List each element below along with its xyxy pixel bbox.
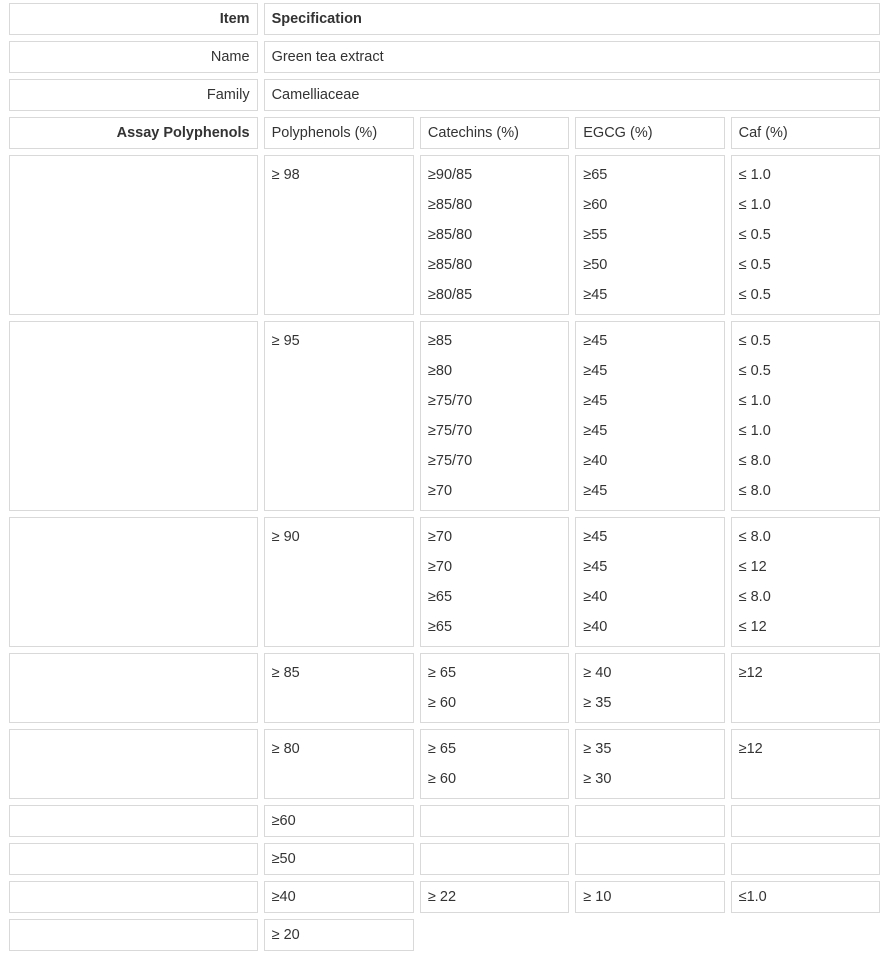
polyphenols-column-header: Polyphenols (%) — [264, 117, 414, 149]
caf-value: ≤ 12 — [738, 559, 767, 575]
caf-value: ≤ 0.5 — [738, 333, 771, 349]
catechins-value: ≥ 60 — [427, 771, 457, 787]
polyphenols-cell — [264, 919, 414, 951]
assay-group-row — [9, 881, 880, 913]
catechins-value: ≥70 — [427, 483, 453, 499]
polyphenols-cell — [264, 155, 414, 315]
specification-table — [3, 0, 886, 957]
caf-value: ≤ 1.0 — [738, 197, 771, 213]
caf-cell — [731, 843, 880, 875]
catechins-value: ≥75/70 — [427, 393, 473, 409]
catechins-value: ≥85 — [427, 333, 453, 349]
polyphenols-value: ≥ 90 — [271, 529, 300, 545]
egcg-cell — [575, 653, 724, 723]
catechins-cell — [420, 321, 569, 511]
egcg-value: ≥60 — [583, 197, 608, 213]
name-row — [9, 41, 880, 73]
caf-cell — [731, 653, 880, 723]
catechins-value: ≥90/85 — [427, 167, 473, 183]
catechins-cell — [420, 729, 569, 799]
egcg-value: ≥ 40 — [583, 665, 612, 681]
catechins-value: ≥65 — [427, 619, 453, 635]
egcg-cell — [575, 805, 724, 837]
caf-column-header: Caf (%) — [731, 117, 880, 149]
egcg-value: ≥ 10 — [583, 889, 612, 905]
assay-group-row — [9, 805, 880, 837]
egcg-cell — [575, 517, 724, 647]
assay-label-cell — [9, 517, 258, 647]
caf-value: ≤ 1.0 — [738, 167, 771, 183]
assay-label-cell — [9, 729, 258, 799]
item-header: Item — [9, 3, 258, 35]
caf-value: ≤ 0.5 — [738, 287, 771, 303]
catechins-cell — [420, 881, 569, 913]
egcg-value: ≥45 — [583, 423, 608, 439]
caf-cell — [731, 881, 880, 913]
egcg-cell — [575, 881, 724, 913]
catechins-value: ≥ 60 — [427, 695, 457, 711]
egcg-cell — [575, 843, 724, 875]
assay-label-cell — [9, 919, 258, 951]
caf-cell — [731, 729, 880, 799]
egcg-cell — [575, 155, 724, 315]
caf-value: ≤ 1.0 — [738, 393, 771, 409]
egcg-cell — [575, 729, 724, 799]
assay-group-row — [9, 155, 880, 315]
caf-value: ≤ 0.5 — [738, 227, 771, 243]
egcg-value: ≥65 — [583, 167, 608, 183]
polyphenols-cell — [264, 843, 414, 875]
caf-value: ≤ 1.0 — [738, 423, 771, 439]
specification-table-body — [9, 3, 880, 951]
polyphenols-cell — [264, 729, 414, 799]
polyphenols-value: ≥ 85 — [271, 665, 300, 681]
polyphenols-value: ≥50 — [271, 851, 296, 867]
egcg-value: ≥45 — [583, 559, 608, 575]
catechins-cell — [420, 155, 569, 315]
assay-label-cell — [9, 321, 258, 511]
assay-group-row — [9, 653, 880, 723]
egcg-value: ≥45 — [583, 483, 608, 499]
catechins-cell — [420, 517, 569, 647]
polyphenols-value: ≥ 80 — [271, 741, 300, 757]
polyphenols-cell — [264, 517, 414, 647]
caf-value: ≤1.0 — [738, 889, 767, 905]
egcg-value: ≥45 — [583, 287, 608, 303]
catechins-value: ≥ 65 — [427, 741, 457, 757]
egcg-value: ≥ 30 — [583, 771, 612, 787]
caf-cell — [731, 805, 880, 837]
egcg-value: ≥45 — [583, 529, 608, 545]
assay-label-cell — [9, 653, 258, 723]
caf-value: ≤ 8.0 — [738, 529, 771, 545]
blank-area — [420, 919, 880, 951]
egcg-value: ≥ 35 — [583, 741, 612, 757]
catechins-value: ≥70 — [427, 559, 453, 575]
assay-header-row — [9, 117, 880, 149]
catechins-value: ≥85/80 — [427, 197, 473, 213]
caf-value: ≥12 — [738, 741, 763, 757]
polyphenols-value: ≥ 98 — [271, 167, 300, 183]
assay-polyphenols-label: Assay Polyphenols — [9, 117, 258, 149]
family-label: Family — [9, 79, 258, 111]
polyphenols-cell — [264, 881, 414, 913]
egcg-value: ≥40 — [583, 589, 608, 605]
polyphenols-cell — [264, 321, 414, 511]
assay-group-row — [9, 729, 880, 799]
catechins-value: ≥85/80 — [427, 257, 473, 273]
caf-cell — [731, 517, 880, 647]
caf-value: ≤ 0.5 — [738, 257, 771, 273]
polyphenols-value: ≥40 — [271, 889, 296, 905]
caf-value: ≤ 8.0 — [738, 483, 771, 499]
family-value: Camelliaceae — [264, 79, 880, 111]
catechins-value: ≥ 65 — [427, 665, 457, 681]
catechins-value: ≥80/85 — [427, 287, 473, 303]
polyphenols-value: ≥60 — [271, 813, 296, 829]
egcg-cell — [575, 321, 724, 511]
polyphenols-cell — [264, 805, 414, 837]
family-row — [9, 79, 880, 111]
name-label: Name — [9, 41, 258, 73]
catechins-value: ≥75/70 — [427, 453, 473, 469]
caf-cell — [731, 321, 880, 511]
assay-label-cell — [9, 843, 258, 875]
caf-value: ≥12 — [738, 665, 763, 681]
caf-value: ≤ 0.5 — [738, 363, 771, 379]
egcg-value: ≥40 — [583, 453, 608, 469]
catechins-value: ≥ 22 — [427, 889, 457, 905]
catechins-cell — [420, 843, 569, 875]
catechins-value: ≥75/70 — [427, 423, 473, 439]
name-value: Green tea extract — [264, 41, 880, 73]
specification-header: Specification — [264, 3, 880, 35]
egcg-value: ≥45 — [583, 393, 608, 409]
egcg-column-header: EGCG (%) — [575, 117, 724, 149]
assay-label-cell — [9, 881, 258, 913]
polyphenols-value: ≥ 20 — [271, 927, 300, 943]
egcg-value: ≥40 — [583, 619, 608, 635]
egcg-value: ≥50 — [583, 257, 608, 273]
assay-group-row — [9, 843, 880, 875]
assay-group-row — [9, 517, 880, 647]
assay-label-cell — [9, 805, 258, 837]
caf-value: ≤ 8.0 — [738, 589, 771, 605]
catechins-cell — [420, 805, 569, 837]
assay-label-cell — [9, 155, 258, 315]
polyphenols-value: ≥ 95 — [271, 333, 300, 349]
caf-cell — [731, 155, 880, 315]
egcg-value: ≥45 — [583, 333, 608, 349]
egcg-value: ≥55 — [583, 227, 608, 243]
caf-value: ≤ 8.0 — [738, 453, 771, 469]
catechins-column-header: Catechins (%) — [420, 117, 569, 149]
assay-group-row — [9, 919, 880, 951]
egcg-value: ≥ 35 — [583, 695, 612, 711]
assay-group-row — [9, 321, 880, 511]
egcg-value: ≥45 — [583, 363, 608, 379]
caf-value: ≤ 12 — [738, 619, 767, 635]
catechins-cell — [420, 653, 569, 723]
catechins-value: ≥70 — [427, 529, 453, 545]
catechins-value: ≥80 — [427, 363, 453, 379]
catechins-value: ≥65 — [427, 589, 453, 605]
header-row — [9, 3, 880, 35]
polyphenols-cell — [264, 653, 414, 723]
catechins-value: ≥85/80 — [427, 227, 473, 243]
